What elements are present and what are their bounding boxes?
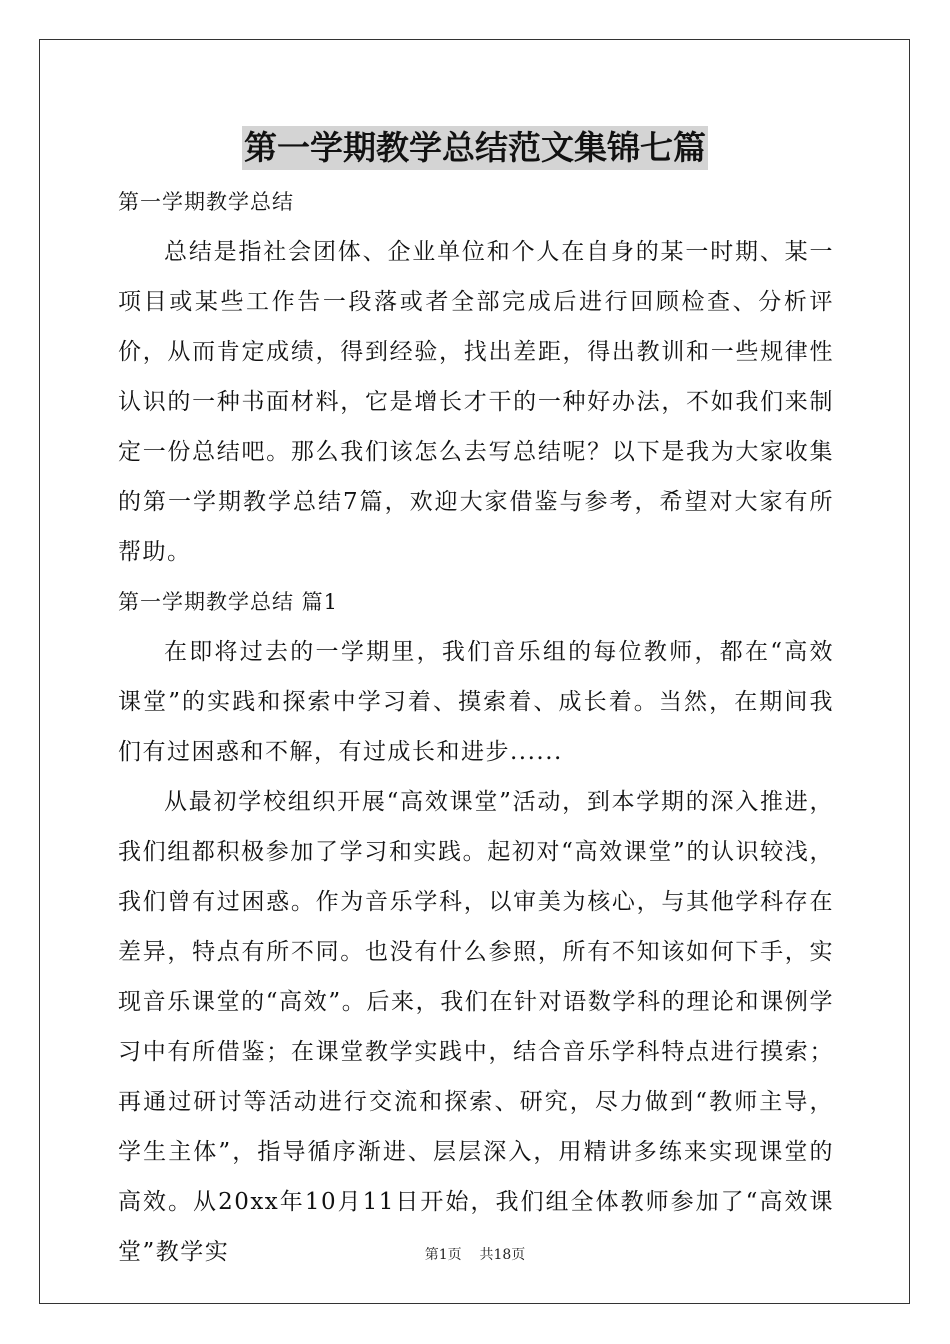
- document-title: 第一学期教学总结范文集锦七篇: [242, 126, 708, 170]
- paragraph: 总结是指社会团体、企业单位和个人在自身的某一时期、某一项目或某些工作告一段落或者全部完成后进行回顾检查、分析评价，从而肯定成绩，得到经验，找出差距，得出教训和一些规律性认识的一种书面材料，它是增长才干的一种好办法，不如我们来制定一份总结吧。那么我们该怎么去写总结呢？以下是我为大家收集的第一学期教学总结7篇，欢迎大家借鉴与参考，希望对大家有所帮助。: [118, 239, 834, 565]
- title-wrap: [0, 126, 950, 170]
- section-heading: 第一学期教学总结 篇1: [118, 590, 339, 614]
- section-heading: 第一学期教学总结: [118, 190, 294, 214]
- paragraph: 在即将过去的一学期里，我们音乐组的每位教师，都在“高效课堂”的实践和探索中学习着、摸索着、成长着。当然，在期间我们有过困惑和不解，有过成长和进步......: [118, 639, 834, 765]
- paragraph: 从最初学校组织开展“高效课堂”活动，到本学期的深入推进，我们组都积极参加了学习和实践。起初对“高效课堂”的认识较浅，我们曾有过困惑。作为音乐学科，以审美为核心，与其他学科存在差异，特点有所不同。也没有什么参照，所有不知该如何下手，实现音乐课堂的“高效”。后来，我们在针对语数学科的理论和课例学习中有所借鉴；在课堂教学实践中，结合音乐学科特点进行摸索；再通过研讨等活动进行交流和探索、研究，尽力做到“教师主导，学生主体”，指导循序渐进、层层深入，用精讲多练来实现课堂的高效。从20xx年10月11日开始，我们组全体教师参加了“高效课堂”教学实: [118, 789, 834, 1265]
- document-body: [118, 177, 834, 1277]
- page-footer: 第1页 共18页: [424, 1247, 526, 1263]
